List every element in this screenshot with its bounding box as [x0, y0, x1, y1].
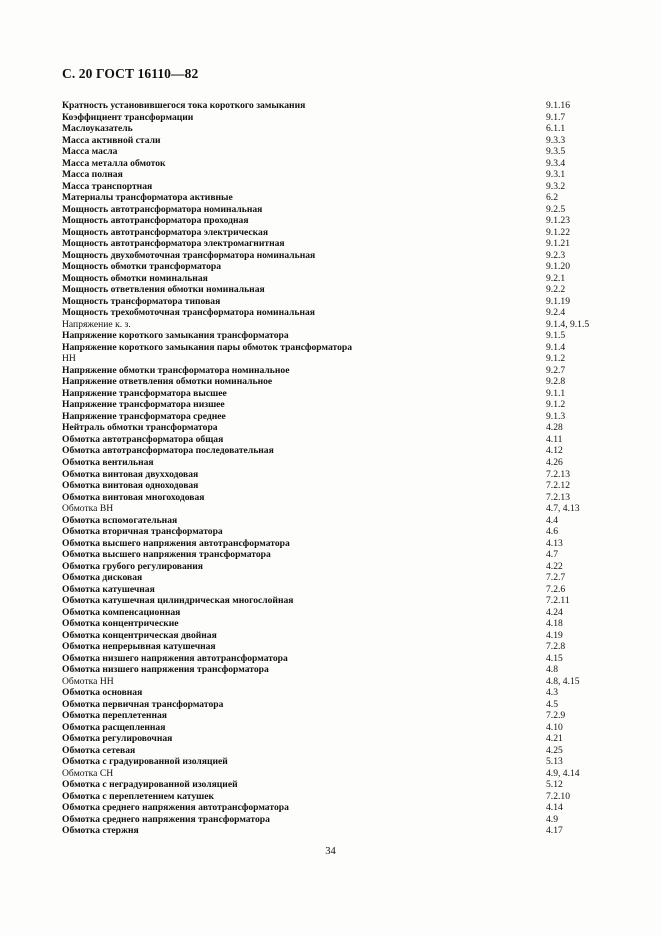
index-reference: 4.8, 4.15 [546, 675, 580, 687]
index-reference: 9.2.8 [546, 376, 566, 388]
index-reference: 9.3.3 [546, 134, 566, 146]
index-entry [62, 284, 622, 296]
index-entry [62, 768, 622, 780]
index-reference: 9.2.1 [546, 272, 566, 284]
index-entry [62, 676, 622, 688]
index-term: Обмотка вторичная трансформатора [62, 526, 223, 538]
index-reference: 5.13 [546, 756, 563, 768]
index-term: Обмотка концентрическая двойная [62, 629, 217, 641]
index-entry [62, 388, 622, 400]
index-reference: 6.1.1 [546, 123, 566, 135]
index-term: Обмотка вентильная [62, 456, 154, 468]
index-term: Нейтраль обмотки трансформатора [62, 422, 218, 434]
index-entry [62, 641, 622, 653]
page-header: С. 20 ГОСТ 16110—82 [62, 66, 199, 81]
index-reference: 7.2.8 [546, 641, 566, 653]
index-entry [62, 492, 622, 504]
index-term: Мощность трансформатора типовая [62, 295, 221, 307]
index-reference: 9.1.19 [546, 295, 570, 307]
index-term: Напряжение трансформатора низшее [62, 399, 225, 411]
index-reference: 9.2.4 [546, 307, 566, 319]
index-term: Напряжение короткого замыкания трансформатора [62, 330, 289, 342]
index-reference: 4.28 [546, 422, 563, 434]
index-entry [62, 238, 622, 250]
index-reference: 4.26 [546, 456, 563, 468]
index-reference: 9.3.1 [546, 169, 566, 181]
index-reference: 7.2.10 [546, 790, 570, 802]
index-term: Напряжение короткого замыкания пары обмоток трансформатора [62, 341, 353, 353]
index-entry [62, 146, 622, 158]
index-reference: 4.5 [546, 698, 558, 710]
index-reference: 4.21 [546, 733, 563, 745]
index-entry [62, 653, 622, 665]
index-entry [62, 376, 622, 388]
index-term: Обмотка регулировочная [62, 733, 173, 745]
index-reference: 9.1.2 [546, 353, 566, 365]
index-term: Обмотка винтовая одноходовая [62, 480, 199, 492]
index-entry [62, 123, 622, 135]
index-entry [62, 273, 622, 285]
index-reference: 4.19 [546, 629, 563, 641]
index-term: Обмотка с градуированной изоляцией [62, 756, 228, 768]
index-term: Обмотка низшего напряжения автотрансформатора [62, 652, 288, 664]
index-entry [62, 365, 622, 377]
index-reference: 4.13 [546, 537, 563, 549]
index-term: Маслоуказатель [62, 123, 133, 135]
index-reference: 5.12 [546, 779, 563, 791]
index-reference: 7.2.9 [546, 710, 566, 722]
index-reference: 9.1.3 [546, 410, 566, 422]
index-entry [62, 457, 622, 469]
index-term: Масса металла обмоток [62, 157, 166, 169]
index-term: Обмотка СН [62, 767, 114, 779]
index-entry [62, 296, 622, 308]
index-reference: 4.7, 4.13 [546, 503, 580, 515]
index-reference: 9.1.5 [546, 330, 566, 342]
index-entry [62, 204, 622, 216]
index-entry [62, 192, 622, 204]
index-entry [62, 169, 622, 181]
index-term: Обмотка автотрансформатора последовательная [62, 445, 274, 457]
index-term: Мощность трехобмоточная трансформатора номинальная [62, 307, 315, 319]
index-reference: 7.2.7 [546, 572, 566, 584]
index-entry [62, 733, 622, 745]
index-entry [62, 791, 622, 803]
index-term: Обмотка непрерывная катушечная [62, 641, 216, 653]
index-entry [62, 469, 622, 481]
index-reference: 9.1.7 [546, 111, 566, 123]
index-entry [62, 710, 622, 722]
index-reference: 4.25 [546, 744, 563, 756]
index-entry [62, 342, 622, 354]
index-reference: 9.1.20 [546, 261, 570, 273]
index-entry [62, 572, 622, 584]
index-entry [62, 434, 622, 446]
index-entry [62, 135, 622, 147]
index-entry [62, 549, 622, 561]
index-reference: 4.9 [546, 813, 558, 825]
index-term: Напряжение трансформатора среднее [62, 410, 226, 422]
index-entry [62, 630, 622, 642]
index-reference: 4.17 [546, 825, 563, 837]
index-reference: 4.7 [546, 549, 558, 561]
index-entry [62, 330, 622, 342]
index-reference: 4.9, 4.14 [546, 767, 580, 779]
index-reference: 4.3 [546, 687, 558, 699]
index-reference: 4.24 [546, 606, 563, 618]
index-reference: 4.12 [546, 445, 563, 457]
index-term: Обмотка высшего напряжения автотрансформатора [62, 537, 290, 549]
index-term: Обмотка расщепленная [62, 721, 166, 733]
index-term: Обмотка низшего напряжения трансформатора [62, 664, 269, 676]
index-entry [62, 745, 622, 757]
index-reference: 9.2.7 [546, 364, 566, 376]
index-entry [62, 618, 622, 630]
index-term: Обмотка катушечная цилиндрическая многослойная [62, 595, 294, 607]
index-term: Кратность установившегося тока короткого замыкания [62, 100, 306, 111]
index-entry [62, 100, 622, 112]
index-reference: 4.4 [546, 514, 558, 526]
index-entry [62, 561, 622, 573]
index-reference: 9.2.5 [546, 203, 566, 215]
index-entry [62, 722, 622, 734]
index-term: Обмотка первичная трансформатора [62, 698, 224, 710]
index-entry [62, 664, 622, 676]
index-term: Масса масла [62, 146, 118, 158]
index-entry [62, 756, 622, 768]
index-reference: 7.2.11 [546, 595, 570, 607]
index-term: Обмотка НН [62, 675, 114, 687]
index-term: Обмотка дисковая [62, 572, 143, 584]
index-reference: 9.1.21 [546, 238, 570, 250]
index-term: Напряжение ответвления обмотки номинальное [62, 376, 273, 388]
index-reference: 9.3.4 [546, 157, 566, 169]
index-term: НН [62, 353, 76, 365]
index-term: Обмотка винтовая многоходовая [62, 491, 205, 503]
index-term: Обмотка автотрансформатора общая [62, 433, 224, 445]
index-term: Коэффициент трансформации [62, 111, 194, 123]
index-term: Обмотка катушечная [62, 583, 155, 595]
index-term: Мощность автотрансформатора проходная [62, 215, 249, 227]
index-term: Напряжение к. з. [62, 318, 131, 330]
index-reference: 4.8 [546, 664, 558, 676]
index-reference: 9.3.5 [546, 146, 566, 158]
index-reference: 4.11 [546, 433, 563, 445]
index-entry [62, 319, 622, 331]
index-reference: 9.1.22 [546, 226, 570, 238]
index-entry [62, 158, 622, 170]
index-entry [62, 480, 622, 492]
index-entry [62, 538, 622, 550]
index-entry [62, 699, 622, 711]
index-entry [62, 112, 622, 124]
index-entry [62, 526, 622, 538]
index-entry [62, 584, 622, 596]
index-entry [62, 595, 622, 607]
index-reference: 9.1.16 [546, 100, 570, 111]
index-term: Масса активной стали [62, 134, 161, 146]
index-reference: 9.2.3 [546, 249, 566, 261]
index-entry [62, 445, 622, 457]
index-reference: 9.3.2 [546, 180, 566, 192]
index-reference: 7.2.13 [546, 491, 570, 503]
index-term: Мощность автотрансформатора электромагнитная [62, 238, 285, 250]
index-reference: 6.2 [546, 192, 558, 204]
index-entry [62, 802, 622, 814]
index-term: Обмотка среднего напряжения трансформатора [62, 813, 270, 825]
index-entry [62, 411, 622, 423]
index-reference: 4.14 [546, 802, 563, 814]
index-term: Обмотка среднего напряжения автотрансформатора [62, 802, 289, 814]
index-term: Обмотка концентрические [62, 618, 179, 630]
index-entry [62, 607, 622, 619]
index-entry [62, 779, 622, 791]
page-number: 34 [325, 846, 336, 857]
index-reference: 9.2.2 [546, 284, 566, 296]
index-term: Обмотка переплетенная [62, 710, 167, 722]
index-entries [62, 100, 622, 837]
index-entry [62, 687, 622, 699]
index-reference: 4.22 [546, 560, 563, 572]
index-reference: 7.2.6 [546, 583, 566, 595]
index-reference: 9.1.1 [546, 387, 566, 399]
index-entry [62, 261, 622, 273]
index-term: Мощность автотрансформатора номинальная [62, 203, 263, 215]
index-term: Напряжение обмотки трансформатора номинальное [62, 364, 290, 376]
index-term: Обмотка с неградуированной изоляцией [62, 779, 238, 791]
index-term: Обмотка стержня [62, 825, 139, 837]
index-term: Обмотка компенсационная [62, 606, 181, 618]
index-entry [62, 250, 622, 262]
index-term: Обмотка с переплетением катушек [62, 790, 215, 802]
index-reference: 9.1.23 [546, 215, 570, 227]
index-reference: 4.10 [546, 721, 563, 733]
index-term: Масса полная [62, 169, 123, 181]
index-term: Напряжение трансформатора высшее [62, 387, 227, 399]
index-term: Обмотка винтовая двухходовая [62, 468, 199, 480]
index-reference: 7.2.13 [546, 468, 570, 480]
index-entry [62, 181, 622, 193]
index-entry [62, 399, 622, 411]
index-term: Обмотка грубого регулирования [62, 560, 203, 572]
index-term: Обмотка вспомогательная [62, 514, 178, 526]
index-entry [62, 825, 622, 837]
index-reference: 9.1.4, 9.1.5 [546, 318, 590, 330]
index-term: Обмотка основная [62, 687, 143, 699]
index-term: Мощность обмотки трансформатора [62, 261, 222, 273]
index-entry [62, 215, 622, 227]
index-term: Мощность ответвления обмотки номинальная [62, 284, 265, 296]
index-term: Обмотка высшего напряжения трансформатора [62, 549, 271, 561]
index-reference: 4.18 [546, 618, 563, 630]
index-reference: 9.1.2 [546, 399, 566, 411]
index-reference: 4.15 [546, 652, 563, 664]
index-entry [62, 227, 622, 239]
index-entry [62, 353, 622, 365]
index-entry [62, 307, 622, 319]
index-term: Обмотка сетевая [62, 744, 136, 756]
index-term: Материалы трансформатора активные [62, 192, 233, 204]
index-reference: 7.2.12 [546, 480, 570, 492]
index-reference: 9.1.4 [546, 341, 566, 353]
index-term: Мощность двухобмоточная трансформатора номинальная [62, 249, 316, 261]
index-entry [62, 814, 622, 826]
index-entry [62, 422, 622, 434]
index-term: Масса транспортная [62, 180, 153, 192]
index-term: Обмотка ВН [62, 503, 114, 515]
index-entry [62, 515, 622, 527]
index-entry [62, 503, 622, 515]
index-reference: 4.6 [546, 526, 558, 538]
index-term: Мощность автотрансформатора электрическая [62, 226, 269, 238]
index-term: Мощность обмотки номинальная [62, 272, 208, 284]
